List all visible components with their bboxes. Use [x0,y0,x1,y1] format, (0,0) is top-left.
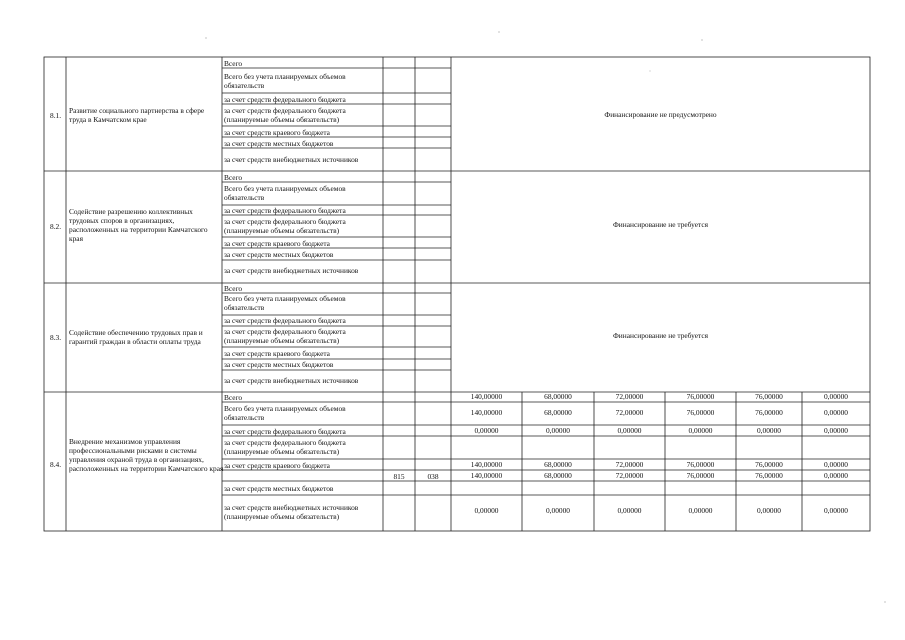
category-label: Всего [224,173,243,182]
value-cell: 0,00000 [545,426,571,435]
value-cell: 68,00000 [544,392,572,401]
financing-note: Финансирование не требуется [612,331,709,340]
budget-code: 815 [393,472,405,481]
value-cell: 0,00000 [474,506,499,515]
value-cell: 0,00000 [474,426,499,435]
category-label: за счет средств федерального бюджета [224,427,346,436]
financing-note: Финансирование не предусмотрено [604,110,717,119]
value-cell: 72,00000 [615,392,644,401]
value-cell: 76,00000 [755,392,783,401]
category-label: за счет средств федерального бюджета (планируемые объемы обязательств) [224,217,346,235]
value-cell: 140,00000 [470,408,503,417]
category-label: Всего [224,393,243,402]
value-cell: 76,00000 [686,392,715,401]
value-cell: 76,00000 [686,408,715,417]
category-label: Всего без учета планируемых объемов обязательств [224,184,346,202]
category-label: за счет средств краевого бюджета [224,349,330,358]
value-cell: 76,00000 [755,460,783,469]
row-title: Содействие разрешению коллективных трудовых споров в организациях, расположенных на территории Камчатского края [69,207,208,243]
row-number: 8.1. [50,111,62,120]
value-cell: 68,00000 [544,471,572,480]
category-label: за счет средств местных бюджетов [224,250,334,259]
category-label: Всего без учета планируемых объемов обязательств [224,72,346,90]
value-cell: 0,00000 [617,426,642,435]
value-cell: 76,00000 [686,471,715,480]
category-label: за счет средств федерального бюджета [224,316,346,325]
category-label: за счет средств федерального бюджета (планируемые объемы обязательств) [224,438,346,456]
value-cell: 0,00000 [823,392,849,401]
category-label: за счет средств федерального бюджета (планируемые объемы обязательств) [224,327,346,345]
value-cell: 0,00000 [756,426,782,435]
category-label: за счет средств краевого бюджета [224,461,330,470]
value-cell: 0,00000 [756,506,782,515]
category-label: за счет средств внебюджетных источников [224,155,359,164]
value-cell: 0,00000 [617,506,642,515]
value-cell: 0,00000 [688,426,713,435]
category-label: Всего без учета планируемых объемов обязательств [224,294,346,312]
value-cell: 0,00000 [823,426,849,435]
value-cell: 0,00000 [545,506,571,515]
row-title: Содействие обеспечению трудовых прав и гарантий граждан в области оплаты труда [69,328,203,346]
category-label: за счет средств краевого бюджета [224,128,330,137]
category-label: за счет средств местных бюджетов [224,360,334,369]
value-cell: 140,00000 [470,471,503,480]
value-cell: 0,00000 [823,460,849,469]
row-number: 8.2. [50,222,62,231]
value-cell: 0,00000 [823,506,849,515]
value-cell: 0,00000 [688,506,713,515]
value-cell: 140,00000 [470,392,503,401]
value-cell: 68,00000 [544,460,572,469]
budget-code: 038 [427,472,439,481]
row-title: Развитие социального партнерства в сфере труда в Камчатском крае [69,106,205,124]
category-label: за счет средств местных бюджетов [224,484,334,493]
value-cell: 72,00000 [615,471,644,480]
financing-note: Финансирование не требуется [612,220,709,229]
value-cell: 76,00000 [686,460,715,469]
category-label: за счет средств внебюджетных источников [224,266,359,275]
value-cell: 72,00000 [615,408,644,417]
row-title: Внедрение механизмов управления профессиональными рисками в системы управления охраной труда в организациях, расположенных на территории Камчатского края [69,437,224,473]
category-label: Всего без учета планируемых объемов обязательств [224,404,346,422]
category-label: за счет средств внебюджетных источников [224,376,359,385]
value-cell: 76,00000 [755,471,783,480]
value-cell: 76,00000 [755,408,783,417]
value-cell: 72,00000 [615,460,644,469]
value-cell: 0,00000 [823,471,849,480]
category-label: Всего [224,59,243,68]
value-cell: 0,00000 [823,408,849,417]
value-cell: 140,00000 [470,460,503,469]
category-label: за счет средств краевого бюджета [224,239,330,248]
category-label: Всего [224,284,243,293]
row-number: 8.3. [50,333,62,342]
category-label: за счет средств федерального бюджета [224,95,346,104]
category-label: за счет средств местных бюджетов [224,139,334,148]
category-label: за счет средств федерального бюджета (планируемые объемы обязательств) [224,106,346,124]
category-label: за счет средств внебюджетных источников (планируемые объемы обязательств) [224,503,359,521]
category-label: за счет средств федерального бюджета [224,206,346,215]
row-number: 8.4. [50,460,62,469]
value-cell: 68,00000 [544,408,572,417]
